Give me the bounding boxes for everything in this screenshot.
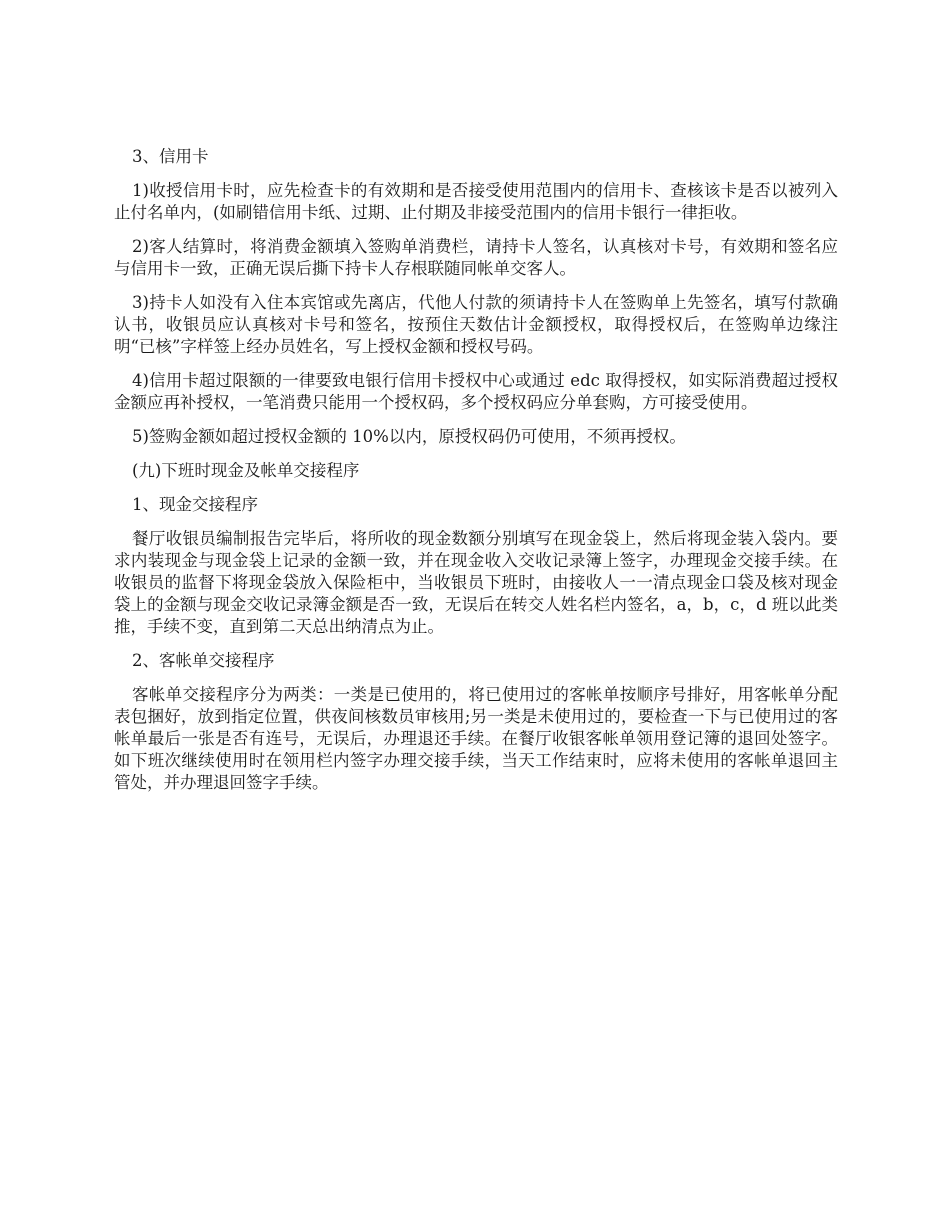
section-heading-credit-card: 3、信用卡 bbox=[132, 147, 209, 166]
paragraph-credit-card-2: 2)客人结算时，将消费金额填入签购单消费栏，请持卡人签名，认真核对卡号，有效期和签名应与信用卡一致，正确无误后撕下持卡人存根联随同帐单交客人。 bbox=[114, 237, 838, 278]
subheading-cash-handover: 1、现金交接程序 bbox=[132, 495, 258, 514]
paragraph-cash-handover: 餐厅收银员编制报告完毕后，将所收的现金数额分别填写在现金袋上，然后将现金装入袋内。要求内装现金与现金袋上记录的金额一致，并在现金收入交收记录簿上签字，办理现金交接手续。在收银员的监督下将现金袋放入保险柜中，当收银员下班时，由接收人一一清点现金口袋及核对现金袋上的金额与现金交收记录簿金额是否一致，无误后在转交人姓名栏内签名，a，b，c，d 班以此类推，手续不变，直到第二天总出纳清点为止。 bbox=[114, 529, 838, 636]
paragraph-credit-card-1: 1)收授信用卡时，应先检查卡的有效期和是否接受使用范围内的信用卡、查核该卡是否以被列入止付名单内，(如刷错信用卡纸、过期、止付期及非接受范围内的信用卡银行一律拒收。 bbox=[114, 181, 838, 222]
paragraph-credit-card-3: 3)持卡人如没有入住本宾馆或先离店，代他人付款的须请持卡人在签购单上先签名，填写付款确认书，收银员应认真核对卡号和签名，按预住天数估计金额授权，取得授权后，在签购单边缘注明“已核”字样签上经办员姓名，写上授权金额和授权号码。 bbox=[114, 293, 838, 356]
document-body bbox=[114, 146, 838, 806]
paragraph-bill-handover: 客帐单交接程序分为两类：一类是已使用的，将已使用过的客帐单按顺序号排好，用客帐单分配表包捆好，放到指定位置，供夜间核数员审核用;另一类是未使用过的，要检查一下与已使用过的客帐单最后一张是否有连号，无误后，办理退还手续。在餐厅收银客帐单领用登记簿的退回处签字。如下班次继续使用时在领用栏内签字办理交接手续，当天工作结束时，应将未使用的客帐单退回主管处，并办理退回签字手续。 bbox=[114, 685, 838, 792]
subheading-bill-handover: 2、客帐单交接程序 bbox=[132, 651, 275, 670]
section-heading-shift-handover: (九)下班时现金及帐单交接程序 bbox=[132, 461, 360, 480]
paragraph-credit-card-4: 4)信用卡超过限额的一律要致电银行信用卡授权中心或通过 edc 取得授权，如实际消费超过授权金额应再补授权，一笔消费只能用一个授权码，多个授权码应分单套购，方可接受使用。 bbox=[114, 371, 838, 412]
paragraph-credit-card-5: 5)签购金额如超过授权金额的 10%以内，原授权码仍可使用，不须再授权。 bbox=[132, 427, 686, 446]
